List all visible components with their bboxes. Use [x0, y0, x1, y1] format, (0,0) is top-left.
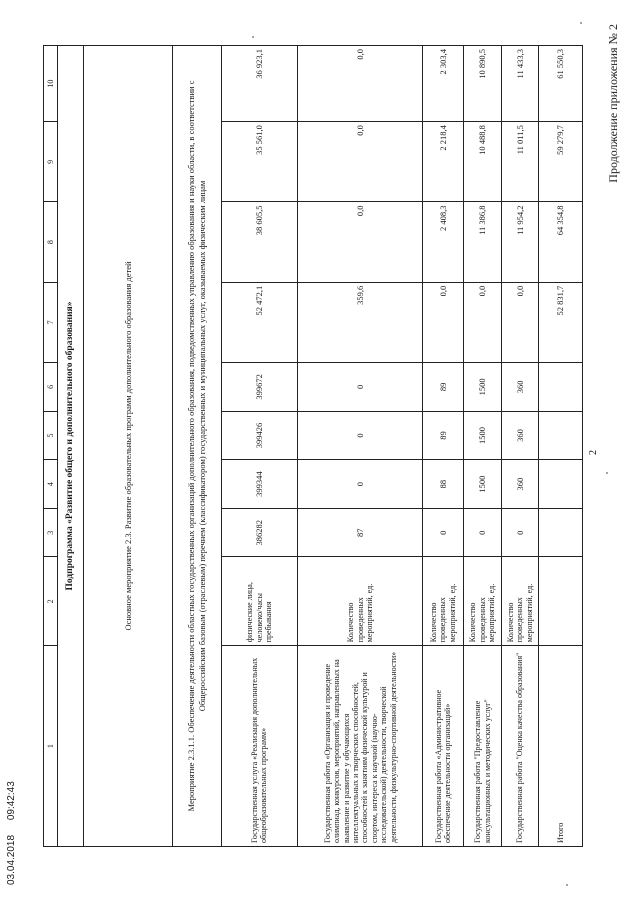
finance-value: 11 011,5 [502, 122, 538, 202]
finance-value: 35 561,0 [221, 122, 298, 202]
timestamp-time: 09:42:43 [6, 781, 17, 821]
finance-value: 11 954,2 [502, 202, 538, 282]
service-name: Государственная работа «Административное обеспечение деятельности организаций» [423, 646, 463, 847]
empty-cell [538, 460, 583, 509]
unit-of-measure: Количество проведенных мероприятий, ед. [502, 557, 538, 646]
subprogram-title: Подпрограмма «Развитие общего и дополнительного образования» [58, 46, 84, 847]
service-name: Государственная работа "Предоставление консультационных и методических услуг" [463, 646, 501, 847]
activity-title: Мероприятие 2.3.1.1. Обеспечение деятельности областных государственных организаций дополнительного образования, подведомственных управлению образования и науки области, в соответствии с Общероссийским базовым (отраслевым) перечнем (классификатором) государственных и муниципальных услуг, оказываемых физическим лицам [173, 46, 221, 847]
timestamp-date: 03.04.2018 [6, 834, 17, 885]
table-row [463, 46, 501, 847]
indicator-value: 399426 [221, 411, 298, 460]
col-number: 8 [44, 202, 58, 282]
service-name: Государственная услуга «Реализация дополнительных общеобразовательных программ» [221, 646, 298, 847]
unit-of-measure: Количество проведенных мероприятий, ед. [298, 557, 423, 646]
basic-event-row [84, 46, 173, 847]
finance-value: 0,0 [298, 202, 423, 282]
finance-value: 0,0 [423, 282, 463, 362]
indicator-value: 1500 [463, 411, 501, 460]
finance-value: 52 472,1 [221, 282, 298, 362]
basic-event-title: Основное мероприятие 2.3. Развитие образовательных программ дополнительного образования детей [84, 46, 173, 847]
service-name: Государственная работа «Организация и проведение олимпиад, конкурсов, мероприятий, направленных на выявление и развитие у обучающихся интеллектуальных и творческих способностей, способностей к занятиям физической культурой и спортом, интереса к научной (научно-исследовательской) деятельности, творческой деятельности, физкультурно-спортивной деятельности» [298, 646, 423, 847]
scan-speck [606, 472, 608, 474]
empty-cell [538, 508, 583, 557]
indicator-value: 360 [502, 411, 538, 460]
total-value: 64 354,8 [538, 202, 583, 282]
total-value: 52 831,7 [538, 282, 583, 362]
subprogram-row [58, 46, 84, 847]
indicator-value: 0 [298, 363, 423, 412]
finance-value: 0,0 [502, 282, 538, 362]
activity-row [173, 46, 221, 847]
page-number: 2 [588, 450, 599, 455]
finance-value: 38 605,5 [221, 202, 298, 282]
finance-value: 10 488,8 [463, 122, 501, 202]
col-number: 10 [44, 46, 58, 122]
indicator-value: 88 [423, 460, 463, 509]
indicator-value: 89 [423, 411, 463, 460]
indicator-value: 360 [502, 460, 538, 509]
table-row [298, 46, 423, 847]
finance-value: 0,0 [298, 46, 423, 122]
indicator-value: 399344 [221, 460, 298, 509]
total-label: Итого [538, 646, 583, 847]
empty-cell [538, 411, 583, 460]
indicator-value: 386282 [221, 508, 298, 557]
empty-cell [538, 557, 583, 646]
indicator-value: 89 [423, 363, 463, 412]
finance-value: 0,0 [298, 122, 423, 202]
indicator-value: 0 [463, 508, 501, 557]
unit-of-measure: физические лица, человеко/часы пребывания [221, 557, 298, 646]
scan-speck [252, 36, 254, 38]
unit-of-measure: Количество проведенных мероприятий, ед. [463, 557, 501, 646]
total-row [538, 46, 583, 847]
col-number: 6 [44, 363, 58, 412]
empty-cell [538, 363, 583, 412]
indicator-value: 0 [423, 508, 463, 557]
total-value: 59 279,7 [538, 122, 583, 202]
finance-value: 11 386,8 [463, 202, 501, 282]
col-number: 2 [44, 557, 58, 646]
table-row [502, 46, 538, 847]
finance-value: 0,0 [463, 282, 501, 362]
finance-value: 36 923,1 [221, 46, 298, 122]
service-name: Государственная работа "Оценка качества образования" [502, 646, 538, 847]
col-number: 1 [44, 646, 58, 847]
timestamp [6, 781, 17, 885]
indicator-value: 0 [502, 508, 538, 557]
table-row [221, 46, 298, 847]
finance-value: 2 408,3 [423, 202, 463, 282]
col-number: 9 [44, 122, 58, 202]
col-number: 4 [44, 460, 58, 509]
indicator-value: 1500 [463, 363, 501, 412]
indicator-value: 0 [298, 460, 423, 509]
indicator-value: 360 [502, 363, 538, 412]
col-number: 7 [44, 282, 58, 362]
finance-value: 2 218,4 [423, 122, 463, 202]
finance-value: 11 433,3 [502, 46, 538, 122]
total-value: 61 550,3 [538, 46, 583, 122]
indicator-value: 1500 [463, 460, 501, 509]
scan-speck [580, 22, 582, 24]
indicator-value: 87 [298, 508, 423, 557]
scan-speck [566, 884, 568, 886]
col-number: 3 [44, 508, 58, 557]
continuation-label: Продолжение приложения № 2 [606, 24, 620, 183]
finance-value: 359,6 [298, 282, 423, 362]
column-number-row [44, 46, 58, 847]
table-row [423, 46, 463, 847]
finance-value: 10 890,5 [463, 46, 501, 122]
data-table [43, 45, 583, 847]
indicator-value: 399672 [221, 363, 298, 412]
col-number: 5 [44, 411, 58, 460]
indicator-value: 0 [298, 411, 423, 460]
unit-of-measure: Количество проведенных мероприятий, ед. [423, 557, 463, 646]
finance-value: 2 303,4 [423, 46, 463, 122]
